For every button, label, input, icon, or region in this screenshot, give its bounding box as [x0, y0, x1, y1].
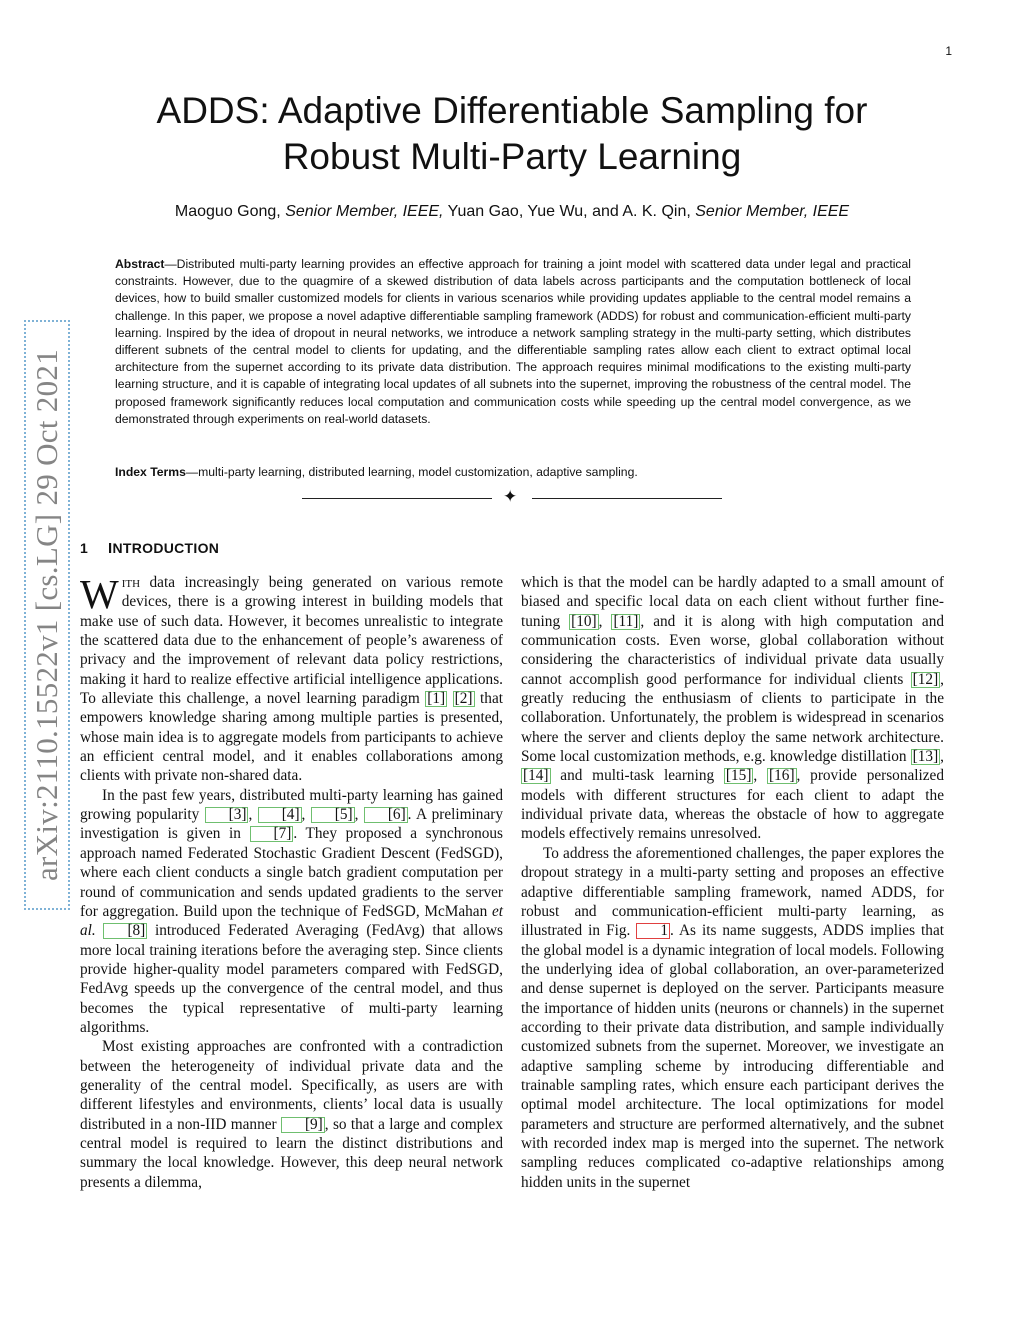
text-run: To address the aforementioned challenges, the paper explores the dropout strategy in a multi-party setting and proposes an effective adaptive differentiable sampling framework, named ADDS, for robust and communication-efficient multi-party learning, as illustrated in Fig.: [521, 844, 944, 940]
section-title-rest: NTRODUCTION: [112, 540, 220, 556]
paragraph: [80, 1037, 503, 1192]
author-1: Maoguo Gong,: [174, 203, 281, 220]
text-run: , greatly reducing the enthusiasm of clients to participate in the collaboration. Unfortunately, the problem is widespread in scenarios where the server and clients deploy the same network architecture. Some local customization methods, e.g. knowledge distillation: [521, 670, 944, 766]
text-run: , and it is along with high computation and communication costs. Even worse, global collaboration without considering the characteristics of individual private data usually cannot accomplish good performance for individual clients: [521, 612, 945, 688]
author-list: [80, 203, 944, 221]
index-terms-text: —multi-party learning, distributed learning, model customization, adaptive sampling.: [185, 465, 638, 479]
paragraph: [80, 573, 503, 786]
paper-title: [80, 88, 944, 180]
authors-middle: Yuan Gao, Yue Wu, and A. K. Qin,: [447, 203, 691, 220]
section-number: 1: [80, 540, 89, 556]
arxiv-stamp: [24, 320, 70, 910]
citation-link[interactable]: [4]: [258, 807, 302, 823]
divider-line-left: [302, 498, 492, 499]
author-last-role: Senior Member, IEEE: [695, 203, 850, 220]
index-terms: [115, 465, 911, 479]
author-1-role: Senior Member, IEEE,: [285, 203, 444, 220]
citation-link[interactable]: [5]: [311, 807, 355, 823]
abstract: [115, 256, 911, 428]
figure-link[interactable]: 1: [636, 923, 670, 939]
citation-link[interactable]: [10]: [571, 612, 597, 630]
text-run: that empowers knowledge sharing among multiple parties is presented, whose main idea is to aggregate models from participants to achieve an efficient central model, and it enables collaborations among clients with private non-shared data.: [80, 690, 503, 785]
section-title-initial: I: [108, 540, 113, 557]
index-terms-label: Index Terms: [115, 465, 186, 479]
citation-link[interactable]: [13]: [912, 748, 939, 766]
citation-link[interactable]: [7]: [250, 826, 294, 842]
text-run: Most existing approaches are confronted with a contradiction between the heterogeneity of individual private data and the generality of the central model. Specifically, as users are with different lifestyles and environments, clients’ local data is usually distributed in a non-IID manner: [80, 1038, 503, 1133]
text-run: . As its name suggests, ADDS implies that the global model is a dynamic integration of local models. Following the underlying idea of global collaboration, an over-parameterized and dense supernet is deployed on the server. Participants measure the importance of hidden units (neurons or channels) in the supernet according to their private data distribution, and sample individually customized subnets from the supernet. Moreover, we investigate an adaptive sampling scheme by introducing differentiable and trainable sampling rates, which ensure each participant derives the optimal model architecture. The local optimizations for model parameters and structure are performed alternatively, and the subnet with recorded index map is merged into the supernet. The network sampling reduces complicated co-adaptive relationships among hidden units in the supernet: [521, 922, 944, 1191]
text-run: which is that the model can be hardly adapted to a small amount of biased and specific local data on each client without further fine-tuning: [521, 574, 944, 630]
text-run: and multi-task learning: [550, 767, 724, 785]
smallcaps-word: ith: [121, 574, 141, 591]
citation-link[interactable]: [12]: [912, 670, 939, 688]
text-run: introduced Federated Averaging (FedAvg) that allows more local training iterations before the averaging step. Since clients provide higher-quality model parameters compared with FedSGD, FedAvg speeds up the convergence of the central model, and thus becomes the typical representative of multi-party learning algorithms.: [80, 922, 503, 1036]
text-run: , so that a large and complex central model is required to learn the distinct distributions and summary the local knowledge. However, this deep neural network presents a dilemma,: [80, 1115, 503, 1191]
citation-link[interactable]: [16]: [769, 767, 795, 785]
drop-cap: W: [80, 571, 119, 617]
page-number: 1: [945, 44, 952, 58]
body-column-right: [521, 573, 944, 1253]
et-al: et al.: [80, 902, 503, 940]
text-run: . They proposed a synchronous approach named Federated Stochastic Gradient Descent (FedSGD), where each client conducts a single batch gradient computation per round of communication and sends updated gradients to the server for aggregation. Build upon the technique of FedSGD, McMahan: [80, 825, 503, 920]
divider-line-right: [532, 498, 722, 499]
body-column-left: [80, 573, 503, 1253]
text-run: . A preliminary investigation is given in: [80, 806, 503, 843]
abstract-label: Abstract: [115, 257, 165, 271]
citation-link[interactable]: [11]: [613, 612, 639, 630]
citation-link[interactable]: [14]: [523, 767, 549, 785]
abstract-text: —Distributed multi-party learning provides an effective approach for training a joint model with scattered data under legal and practical constraints. However, due to the quagmire of a skewed distribution of data labels across participants and the computation bottleneck of local devices, how to build smaller customized models for clients in various scenarios while providing updates appliable to the central model remains a challenge. In this paper, we propose a novel adaptive differentiable sampling framework (ADDS) for robust and communication-efficient multi-party learning. Inspired by the idea of dropout in neural networks, we introduce a network sampling strategy in the multi-party setting, which distributes different subnets of the central model to clients for updating, and the differentiable sampling rates allow each client to extract optimal local architecture from the supernet according to its private data distribution. The approach requires minimal modifications to the existing multi-party learning structure, and it is capable of integrating local updates of all subnets into the supernet, improving the robustness of the central model. The proposed framework significantly reduces local computation and communication costs while speeding up the central model convergence, as we demonstrated through experiments on real-world datasets.: [115, 257, 911, 426]
paragraph: which is that the model can be hardly adapted to a small amount of biased and specific local data on each client without further fine-tuning [10] , [11] , and it is along with high computation and communication costs. Even worse, global collaboration without considering the characteristics of individual private data usually cannot accomplish good performance for individual clients [12] , greatly reducing the enthusiasm of clients to participate in the collaboration. Unfortunately, the problem is widespread in scenarios where the server and clients deploy the same network architecture. Some local customization methods, e.g. knowledge distillation [13] , [14] and multi-task learning [15] , [16] , provide personalized models with different structures for each client to adapt the individual private data, whereas the obstacle of how to aggregate models effectively remains unresolved.: [521, 574, 945, 843]
text-run: data increasingly being generated on various remote devices, there is a growing interest in building models that make use of such data. However, it becomes unrealistic to integrate the scattered data due to the enhancement of people’s awareness of privacy and the improvement of relevant data policy restrictions, making it hard to realize effective artificial intelligence applications. To alleviate this challenge, a novel learning paradigm: [80, 574, 503, 708]
arxiv-identifier: arXiv:2110.15522v1 [cs.LG] 29 Oct 2021: [29, 349, 64, 881]
citation-link[interactable]: [6]: [364, 807, 408, 823]
text-run: , provide personalized models with different structures for each client to adapt the individual private data, whereas the obstacle of how to aggregate models effectively remains unresolved.: [521, 767, 944, 843]
citation-link[interactable]: [9]: [281, 1117, 325, 1133]
citation-link[interactable]: [8]: [103, 923, 147, 939]
citation-link[interactable]: [2]: [454, 690, 473, 708]
paper-title-line-1: ADDS: Adaptive Differentiable Sampling for: [156, 90, 868, 131]
text-run: In the past few years, distributed multi-party learning has gained growing popularity: [80, 786, 503, 824]
citation-link[interactable]: [15]: [725, 767, 752, 785]
paragraph: In the past few years, distributed multi-party learning has gained growing popularity [3] , [4] , [5] , [6] . A preliminary investigation is given in [7] . They proposed a synchronous approach named Federated Stochastic Gradient Descent (FedSGD), where each client conducts a single batch gradient computation per round of communication and sends updated gradients to the server for aggregation. Build upon the technique of FedSGD, McMahan et al. [8] introduced Federated Averaging (FedAvg) that allows more local training iterations before the averaging step. Since clients provide higher-quality model parameters compared with FedSGD, FedAvg speeds up the convergence of the central model, and thus becomes the typical representative of multi-party learning algorithms.: [80, 786, 503, 1036]
divider-diamond-icon: ✦: [503, 487, 518, 507]
paragraph: [521, 844, 944, 1192]
paper-title-line-2: Robust Multi-Party Learning: [282, 136, 742, 177]
section-heading-introduction: [80, 540, 219, 557]
citation-link[interactable]: [1]: [427, 690, 446, 708]
section-divider: [302, 487, 722, 510]
citation-link[interactable]: [3]: [205, 807, 249, 823]
